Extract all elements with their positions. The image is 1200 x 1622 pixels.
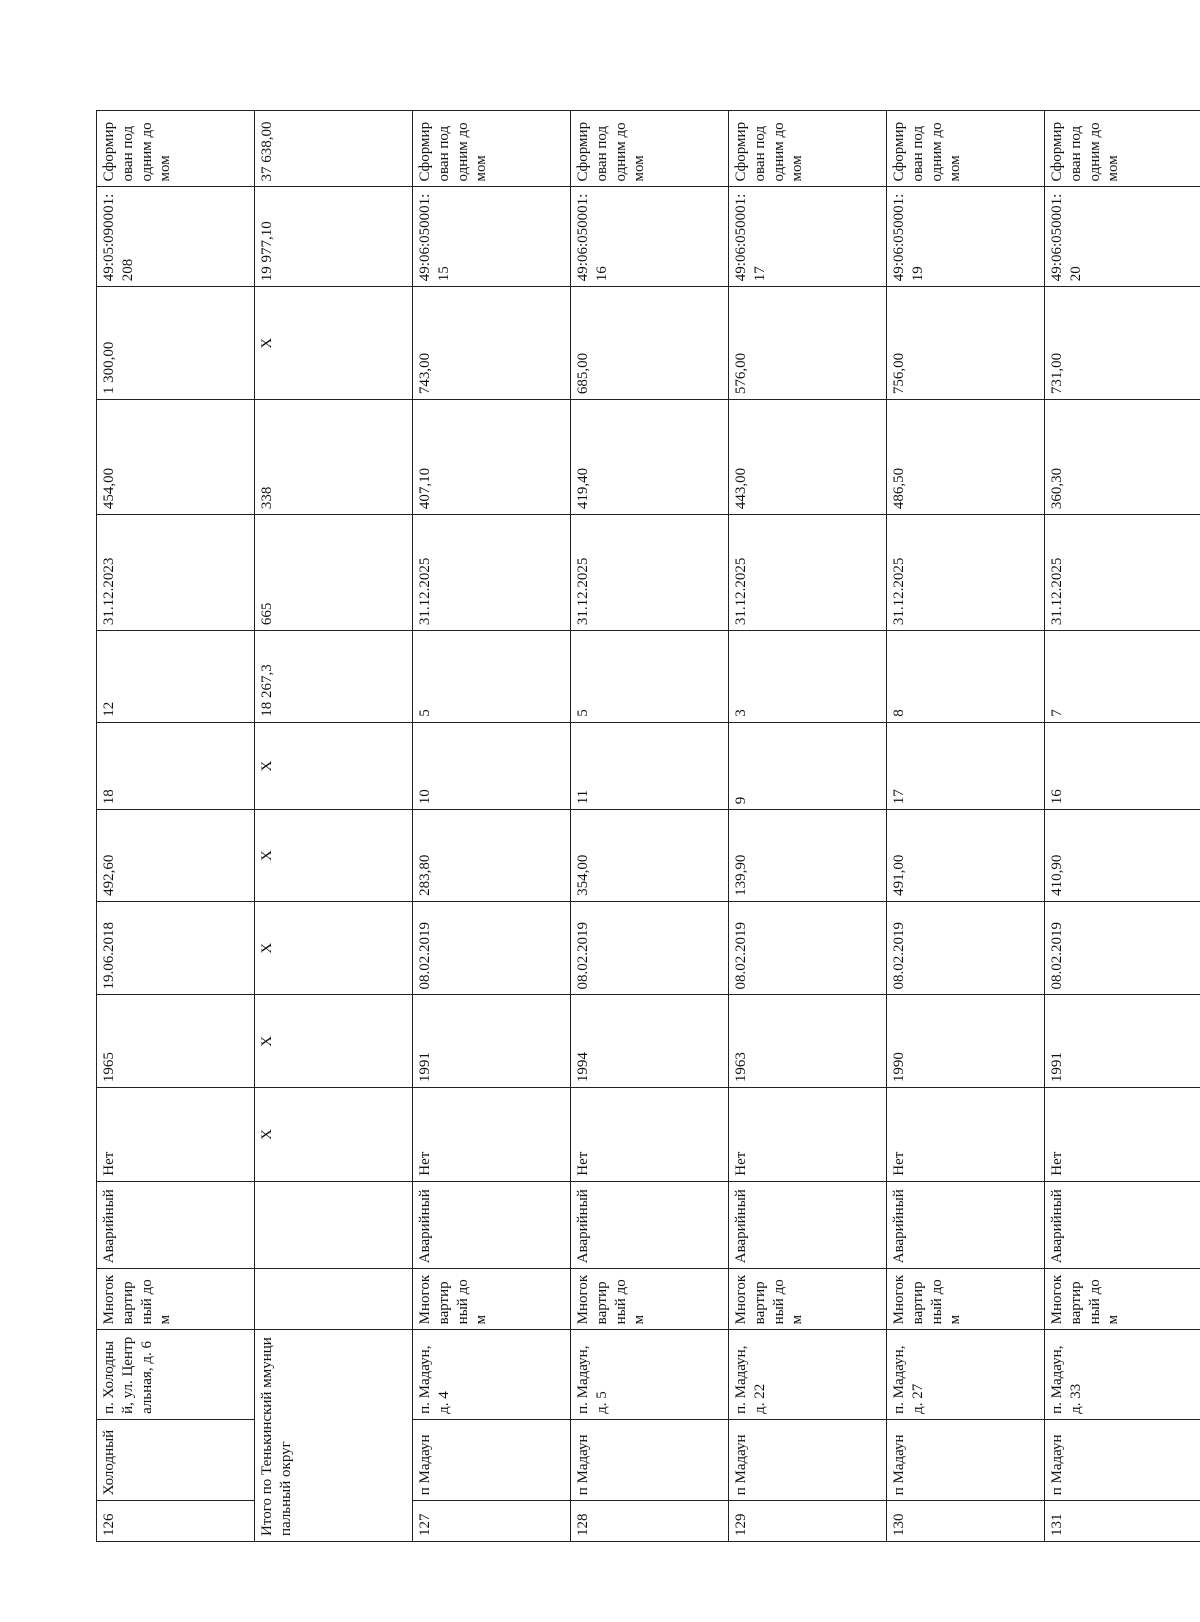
cell-row-number: 129 — [729, 1501, 887, 1542]
cell-deadline: 31.12.2025 — [571, 515, 729, 631]
cell-deadline: 31.12.2025 — [413, 515, 571, 631]
cell-apartments: 12 — [97, 631, 255, 723]
total-cell-recognition-date: Х — [255, 901, 413, 995]
cell-row-number: 131 — [1045, 1501, 1200, 1542]
cell-building-type: Многоквартирный дом — [413, 1269, 571, 1330]
total-cell-status-flag: Х — [255, 1088, 413, 1182]
cell-land-plot: Сформирован под одним домом — [1045, 111, 1200, 187]
cell-cadastral-number: 49:06:050001:19 — [887, 187, 1045, 287]
cell-recognition-date: 19.06.2018 — [97, 901, 255, 995]
table-row — [887, 111, 1045, 1542]
cell-row-number: 126 — [97, 1501, 255, 1542]
cell-apartments: 5 — [413, 631, 571, 723]
total-cell-condition — [255, 1181, 413, 1269]
cell-status-flag: Нет — [571, 1088, 729, 1182]
table-row — [729, 111, 887, 1542]
table-row — [97, 111, 255, 1542]
cell-condition: Аварийный — [413, 1181, 571, 1269]
cell-recognition-date: 08.02.2019 — [729, 901, 887, 995]
cell-row-number: 127 — [413, 1501, 571, 1542]
table-row — [413, 111, 571, 1542]
total-cell-area-to-resettle: 338 — [255, 400, 413, 515]
housing-table — [96, 110, 1200, 1542]
cell-area-to-resettle: 360,30 — [1045, 400, 1200, 515]
cell-deadline: 31.12.2023 — [97, 515, 255, 631]
cell-building-type: Многоквартирный дом — [571, 1269, 729, 1330]
cell-building-type: Многоквартирный дом — [97, 1269, 255, 1330]
cell-address: п. Мадаун, д. 33 — [1045, 1330, 1200, 1420]
cell-building-type: Многоквартирный дом — [887, 1269, 1045, 1330]
cell-residents: 10 — [413, 722, 571, 810]
cell-recognition-date: 08.02.2019 — [1045, 901, 1200, 995]
cell-cost: 756,00 — [887, 287, 1045, 400]
cell-row-number: 128 — [571, 1501, 729, 1542]
cell-total-area: 491,00 — [887, 810, 1045, 902]
cell-cadastral-number: 49:05:090001:208 — [97, 187, 255, 287]
cell-condition: Аварийный — [97, 1181, 255, 1269]
table-row — [571, 111, 729, 1542]
cell-year-built: 1963 — [729, 995, 887, 1088]
cell-condition: Аварийный — [571, 1181, 729, 1269]
cell-cost: 576,00 — [729, 287, 887, 400]
cell-address: п. Мадаун, д. 4 — [413, 1330, 571, 1420]
cell-settlement: п Мадаун — [413, 1419, 571, 1500]
cell-cadastral-number: 49:06:050001:16 — [571, 187, 729, 287]
total-row — [255, 111, 413, 1542]
cell-residents: 17 — [887, 722, 1045, 810]
total-cell-land-plot: 37 638,00 — [255, 111, 413, 187]
cell-year-built: 1991 — [413, 995, 571, 1088]
cell-settlement: п Мадаун — [887, 1419, 1045, 1500]
total-cell-apartments: 18 267,3 — [255, 631, 413, 723]
cell-address: п. Мадаун, д. 22 — [729, 1330, 887, 1420]
cell-residents: 9 — [729, 722, 887, 810]
total-cell-residents: Х — [255, 722, 413, 810]
cell-settlement: п Мадаун — [729, 1419, 887, 1500]
cell-total-area: 492,60 — [97, 810, 255, 902]
cell-area-to-resettle: 419,40 — [571, 400, 729, 515]
cell-area-to-resettle: 407,10 — [413, 400, 571, 515]
cell-apartments: 5 — [571, 631, 729, 723]
cell-total-area: 354,00 — [571, 810, 729, 902]
cell-settlement: п Мадаун — [1045, 1419, 1200, 1500]
cell-condition: Аварийный — [729, 1181, 887, 1269]
cell-year-built: 1991 — [1045, 995, 1200, 1088]
cell-cost: 685,00 — [571, 287, 729, 400]
cell-area-to-resettle: 454,00 — [97, 400, 255, 515]
cell-year-built: 1994 — [571, 995, 729, 1088]
cell-land-plot: Сформирован под одним домом — [571, 111, 729, 187]
cell-cost: 1 300,00 — [97, 287, 255, 400]
cell-status-flag: Нет — [729, 1088, 887, 1182]
cell-deadline: 31.12.2025 — [729, 515, 887, 631]
cell-condition: Аварийный — [1045, 1181, 1200, 1269]
cell-apartments: 8 — [887, 631, 1045, 723]
cell-status-flag: Нет — [1045, 1088, 1200, 1182]
cell-total-area: 283,80 — [413, 810, 571, 902]
total-label: Итого по Тенькинский ммунципальный округ — [255, 1330, 413, 1542]
cell-building-type: Многоквартирный дом — [1045, 1269, 1200, 1330]
cell-building-type: Многоквартирный дом — [729, 1269, 887, 1330]
cell-apartments: 3 — [729, 631, 887, 723]
cell-apartments: 7 — [1045, 631, 1200, 723]
cell-deadline: 31.12.2025 — [1045, 515, 1200, 631]
cell-cost: 731,00 — [1045, 287, 1200, 400]
cell-residents: 11 — [571, 722, 729, 810]
cell-area-to-resettle: 486,50 — [887, 400, 1045, 515]
cell-residents: 16 — [1045, 722, 1200, 810]
table-container — [96, 110, 1200, 1542]
cell-settlement: п Мадаун — [571, 1419, 729, 1500]
cell-land-plot: Сформирован под одним домом — [97, 111, 255, 187]
cell-status-flag: Нет — [887, 1088, 1045, 1182]
cell-row-number: 130 — [887, 1501, 1045, 1542]
cell-cadastral-number: 49:06:050001:15 — [413, 187, 571, 287]
cell-year-built: 1965 — [97, 995, 255, 1088]
cell-recognition-date: 08.02.2019 — [887, 901, 1045, 995]
cell-residents: 18 — [97, 722, 255, 810]
cell-land-plot: Сформирован под одним домом — [729, 111, 887, 187]
cell-status-flag: Нет — [413, 1088, 571, 1182]
cell-cost: 743,00 — [413, 287, 571, 400]
total-cell-building-type — [255, 1269, 413, 1330]
cell-land-plot: Сформирован под одним домом — [413, 111, 571, 187]
cell-year-built: 1990 — [887, 995, 1045, 1088]
cell-cadastral-number: 49:06:050001:17 — [729, 187, 887, 287]
cell-cadastral-number: 49:06:050001:20 — [1045, 187, 1200, 287]
total-cell-cost: Х — [255, 287, 413, 400]
total-cell-cadastral-number: 19 977,10 — [255, 187, 413, 287]
cell-land-plot: Сформирован под одним домом — [887, 111, 1045, 187]
cell-recognition-date: 08.02.2019 — [413, 901, 571, 995]
cell-recognition-date: 08.02.2019 — [571, 901, 729, 995]
cell-deadline: 31.12.2025 — [887, 515, 1045, 631]
cell-total-area: 410,90 — [1045, 810, 1200, 902]
cell-address: п. Мадаун, д. 5 — [571, 1330, 729, 1420]
total-cell-total-area: Х — [255, 810, 413, 902]
table-row — [1045, 111, 1200, 1542]
cell-address: п. Мадаун, д. 27 — [887, 1330, 1045, 1420]
cell-condition: Аварийный — [887, 1181, 1045, 1269]
cell-total-area: 139,90 — [729, 810, 887, 902]
cell-settlement: Холодный — [97, 1419, 255, 1500]
cell-address: п. Холодный, ул. Центральная, д. 6 — [97, 1330, 255, 1420]
cell-area-to-resettle: 443,00 — [729, 400, 887, 515]
total-cell-year-built: Х — [255, 995, 413, 1088]
total-cell-deadline: 665 — [255, 515, 413, 631]
cell-status-flag: Нет — [97, 1088, 255, 1182]
